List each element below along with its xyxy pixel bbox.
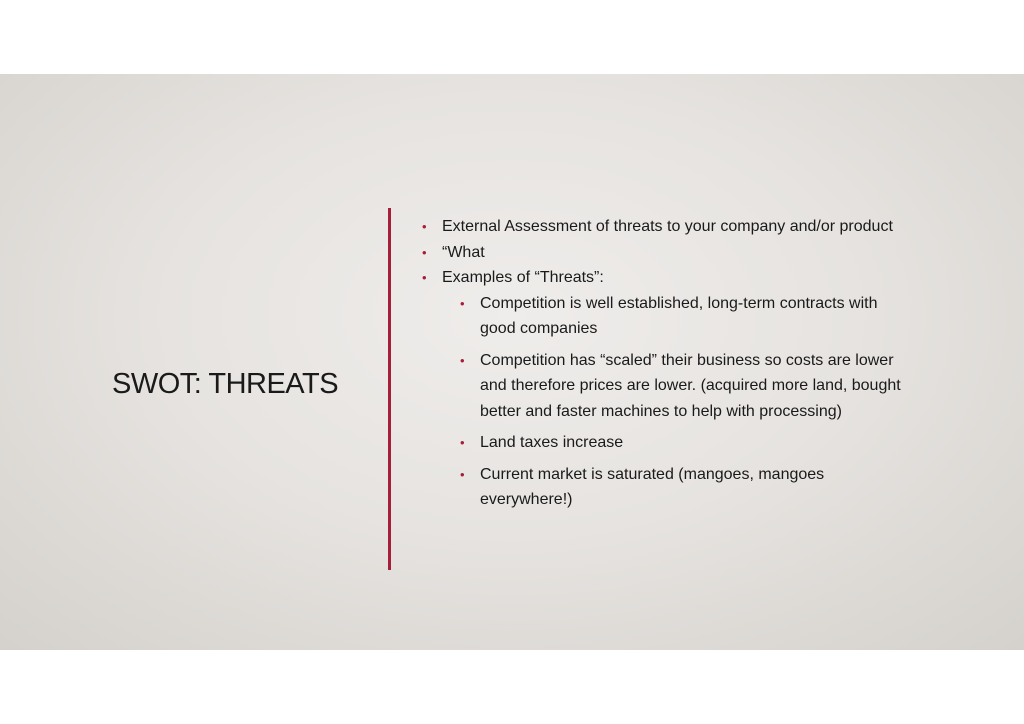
bullet-text: “What	[442, 243, 485, 261]
bullet-text: External Assessment of threats to your company and/or product	[442, 218, 893, 235]
slide-title: SWOT: THREATS	[112, 368, 339, 400]
sub-bullet-text: Competition is well established, long-term contracts with good companies	[480, 294, 878, 337]
bullet-dot-icon: •	[422, 244, 427, 260]
sub-bullet-item	[442, 291, 910, 342]
sub-bullet-text: Land taxes increase	[480, 434, 624, 451]
bullet-item	[420, 265, 920, 513]
slide-content	[420, 214, 920, 513]
bullet-dot-icon: •	[460, 435, 465, 450]
sub-bullet-item	[442, 430, 910, 456]
sub-bullet-text: Current market is saturated (mangoes, mangoes everywhere!)	[480, 465, 825, 508]
sub-bullet-list	[442, 291, 920, 513]
bullet-dot-icon: •	[460, 466, 465, 482]
bullet-dot-icon: •	[460, 352, 465, 368]
bullet-list	[420, 214, 920, 513]
bullet-dot-icon: •	[422, 270, 427, 285]
sub-bullet-text: Competition has “scaled” their business so costs are lower and therefore prices are lower. (acquired more land, bought better and faster machines to help with processing)	[480, 351, 901, 420]
sub-bullet-item	[442, 348, 910, 425]
slide	[0, 74, 1024, 650]
bullet-item	[420, 240, 920, 266]
vertical-divider	[388, 208, 391, 570]
bullet-text: Examples of “Threats”:	[442, 269, 604, 286]
bullet-dot-icon: •	[422, 219, 427, 234]
bullet-item	[420, 214, 920, 240]
sub-bullet-item	[442, 462, 910, 513]
bullet-dot-icon: •	[460, 295, 465, 311]
